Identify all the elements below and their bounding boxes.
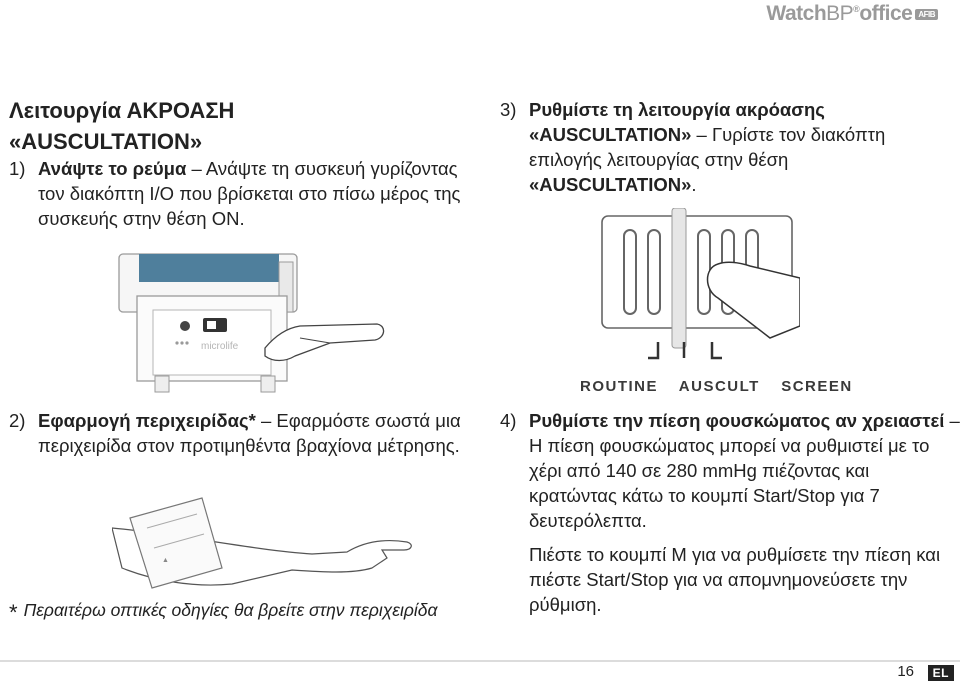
logo-afib-badge: AFIB [915,9,938,20]
device-brand-label: microlife [201,341,239,352]
label-routine: ROUTINE [580,378,658,395]
arm-cuff-illustration [112,488,422,598]
logo-bp: BP [826,2,854,25]
step-4-heading: Ρυθμίστε την πίεση φουσκώματος αν χρειαστεί [529,410,945,431]
step-3-end: . [691,174,697,195]
page-number: 16 [897,663,914,680]
language-badge: EL [928,665,954,681]
step-4-number: 4) [500,410,517,431]
step-1-heading: Ανάψτε το ρεύμα [38,158,187,179]
footnote-star: * [9,600,18,625]
section-title-line1: Λειτουργία ΑΚΡΟΑΣΗ [9,98,235,123]
logo-office: office [859,2,913,25]
step-3 [500,97,900,197]
section-title [9,95,309,157]
section-title-line2: «AUSCULTATION» [9,129,203,154]
step-4-text-2: Πιέστε το κουμπί M για να ρυθμίσετε την πίεση και πιέστε Start/Stop για να απομνημονεύσετε την ρύθμιση. [529,544,941,615]
step-4-text: Η πίεση φουσκώματος μπορεί να ρυθμιστεί με το χέρι από 140 σε 280 mmHg πιέζοντας και κρατώντας κάτω το κουμπί Start/Stop για 7 δευτερόλεπτα. [529,435,930,531]
mode-switch-illustration [600,208,800,368]
label-auscult: AUSCULT [678,378,760,395]
watchbp-office-logo: WatchBP®office AFIB [766,2,938,26]
step-2 [9,408,469,458]
step-3-dash: – [691,124,712,145]
step-2-heading: Εφαρμογή περιχειρίδας* [38,410,256,431]
step-1 [9,156,479,231]
step-3-number: 3) [500,99,517,120]
footnote-text: Περαιτέρω οπτικές οδηγίες θα βρείτε στην περιχειρίδα [23,600,438,620]
step-4-dash: – [944,410,960,431]
switch-position-labels [580,378,853,395]
logo-watch: Watch [766,2,827,25]
step-3-text: Γυρίστε τον διακόπτη επιλογής λειτουργίας στην θέση [529,124,886,170]
footnote [9,600,438,626]
step-1-number: 1) [9,158,26,179]
svg-text:▲: ▲ [162,557,169,564]
step-2-number: 2) [9,410,26,431]
label-screen: SCREEN [781,378,853,395]
step-1-dash: – [186,158,206,179]
step-1-text: Ανάψτε τη συσκευή γυρίζοντας τον διακόπτη I/O που βρίσκεται στο πίσω μέρος της συσκευής στην θέση ON. [38,158,461,229]
step-2-dash: – [255,410,277,431]
step-3-mode: «AUSCULTATION» [529,174,692,195]
footer-divider [0,660,960,662]
device-back-illustration [115,248,445,408]
step-4 [500,408,960,617]
step-3-heading: Ρυθμίστε τη λειτουργία ακρόασης «AUSCULTATION» [529,99,825,145]
step-2-text: Εφαρμόστε σωστά μια περιχειρίδα στον προτιμηθέντα βραχίονα μέτρησης. [38,410,461,456]
